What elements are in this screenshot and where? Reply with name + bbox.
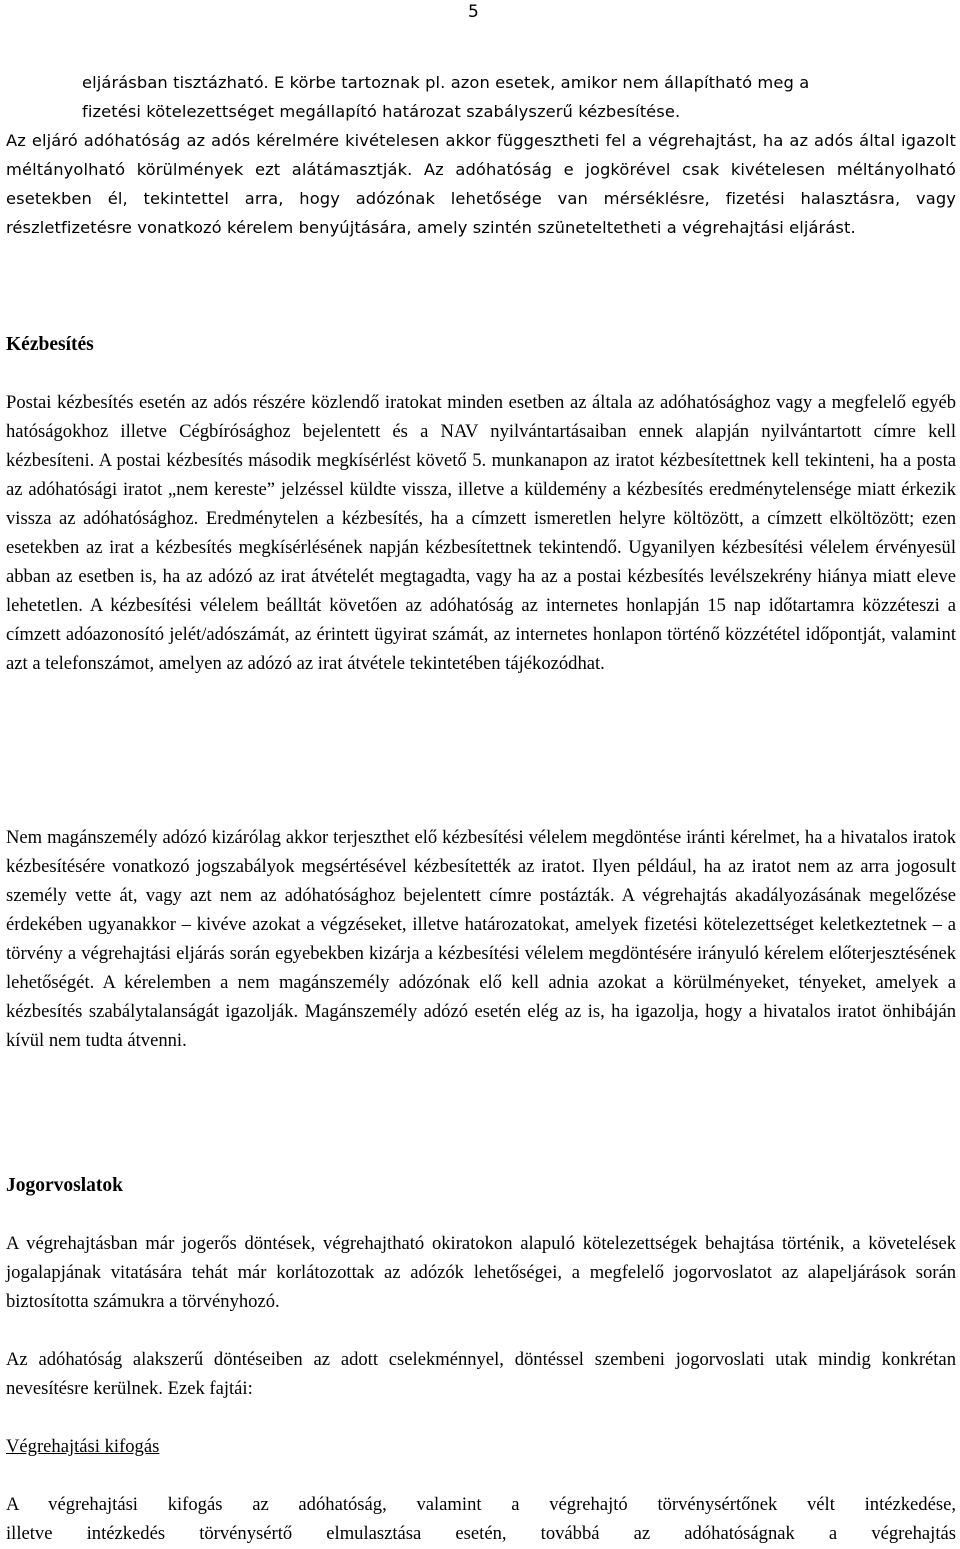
- kezbesites-paragraph-1: [6, 388, 956, 678]
- kezbesites-paragraph-2: [6, 823, 956, 1055]
- intro-list-item: [82, 68, 956, 126]
- jogorvoslatok-paragraph-2: [6, 1345, 956, 1403]
- jogorvoslatok-paragraph-2-text: Az adóhatóság alakszerű döntéseiben az adott cselekménnyel, döntéssel szembeni jogorvoslati utak mindig konkrétan nevesítésre kerülnek. Ezek fajtái:: [6, 1349, 956, 1399]
- kezbesites-paragraph-1-text: Postai kézbesítés esetén az adós részére közlendő iratokat minden esetben az általa az adóhatósághoz vagy a megfelelő egyéb hatóságokhoz illetve Cégbírósághoz bejelentett és a NAV nyilvántartásaiban ennek alapján nyilvántartott címre kell kézbesíteni. A postai kézbesítés második megkísérlést követő 5. munkanapon az iratot kézbesítettnek kell tekinteni, ha a posta az adóhatósági iratot „nem kereste” jelzéssel küldte vissza, illetve a küldemény a kézbesítés eredménytelensége miatt érkezik vissza az adóhatósághoz. Eredménytelen a kézbesítés, ha a címzett ismeretlen helyre költözött, a címzett elköltözött; ezen esetekben az irat a kézbesítés megkísérlésének napján kézbesítettnek tekintendő. Ugyanilyen kézbesítési vélelem érvényesül abban az esetben is, ha az adózó az irat átvételét megtagadta, vagy ha az a postai kézbesítés levélszekrény hiánya miatt eleve lehetetlen. A kézbesítési vélelem beálltát követően az adóhatóság az internetes honlapján 15 nap időtartamra közzéteszi a címzett adóazonosító jelét/adószámát, az érintett ügyirat számát, az internetes honlapon történő közzététel időpontját, valamint azt a telefonszámot, amelyen az adózó az irat átvétele tekintetében tájékozódhat.: [6, 392, 956, 674]
- subheading-vegrehajtasi-kifogas: Végrehajtási kifogás: [6, 1436, 160, 1457]
- section-heading-kezbesites: Kézbesítés: [6, 334, 94, 355]
- intro-paragraph: [6, 126, 956, 242]
- intro-list-line: fizetési kötelezettséget megállapító határozat szabályszerű kézbesítése.: [82, 102, 681, 121]
- intro-paragraph-text: Az eljáró adóhatóság az adós kérelmére kivételesen akkor függesztheti fel a végrehajtást, ha az adós által igazolt méltányolható körülmények ezt alátámasztják. Az adóhatóság e jogkörével csak kivételesen méltányolható esetekben él, tekintettel arra, hogy adózónak lehetősége van mérséklésre, fizetési halasztásra, vagy részletfizetésre vonatkozó kérelem benyújtására, amely szintén szüneteltetheti a végrehajtási eljárást.: [6, 131, 956, 237]
- paragraph-3-line: illetve intézkedés törvénysértő elmulasztása esetén, továbbá az adóhatóságnak a végrehajtás: [6, 1523, 956, 1544]
- jogorvoslatok-paragraph-1-text: A végrehajtásban már jogerős döntések, végrehajtható okiratokon alapuló kötelezettségek behajtása történik, a követelések jogalapjának vitatására tehát már korlátozottak az adózók lehetőségei, a megfelelő jogorvoslatot az alapeljárások során biztosította számukra a törvényhozó.: [6, 1233, 956, 1312]
- intro-list-line: eljárásban tisztázható. E körbe tartoznak pl. azon esetek, amikor nem állapítható meg a: [82, 73, 810, 92]
- paragraph-3-line: A végrehajtási kifogás az adóhatóság, valamint a végrehajtó törvénysértőnek vélt intézkedése,: [6, 1494, 956, 1515]
- page-number: 5: [468, 2, 479, 22]
- jogorvoslatok-paragraph-3: [6, 1490, 956, 1548]
- kezbesites-paragraph-2-text: Nem magánszemély adózó kizárólag akkor terjeszthet elő kézbesítési vélelem megdöntése iránti kérelmet, ha a hivatalos iratok kézbesítésére vonatkozó jogszabályok megsértésével kézbesítették az iratot. Ilyen például, ha az iratot nem az arra jogosult személy vette át, vagy azt nem az adóhatósághoz bejelentett címre postázták. A végrehajtás akadályozásának megelőzése érdekében ugyanakkor – kivéve azokat a végzéseket, illetve határozatokat, amelyek fizetési kötelezettséget keletkeztetnek – a törvény a végrehajtási eljárás során egyebekben kizárja a kézbesítési vélelem megdöntésére irányuló kérelem előterjesztésének lehetőségét. A kérelemben a nem magánszemély adózónak elő kell adnia azokat a körülményeket, tényeket, amelyek a kézbesítés szabálytalanságát igazolják. Magánszemély adózó esetén elég az is, ha igazolja, hogy a hivatalos iratot önhibáján kívül nem tudta átvenni.: [6, 827, 956, 1051]
- jogorvoslatok-paragraph-1: [6, 1229, 956, 1316]
- section-heading-jogorvoslatok: Jogorvoslatok: [6, 1175, 123, 1196]
